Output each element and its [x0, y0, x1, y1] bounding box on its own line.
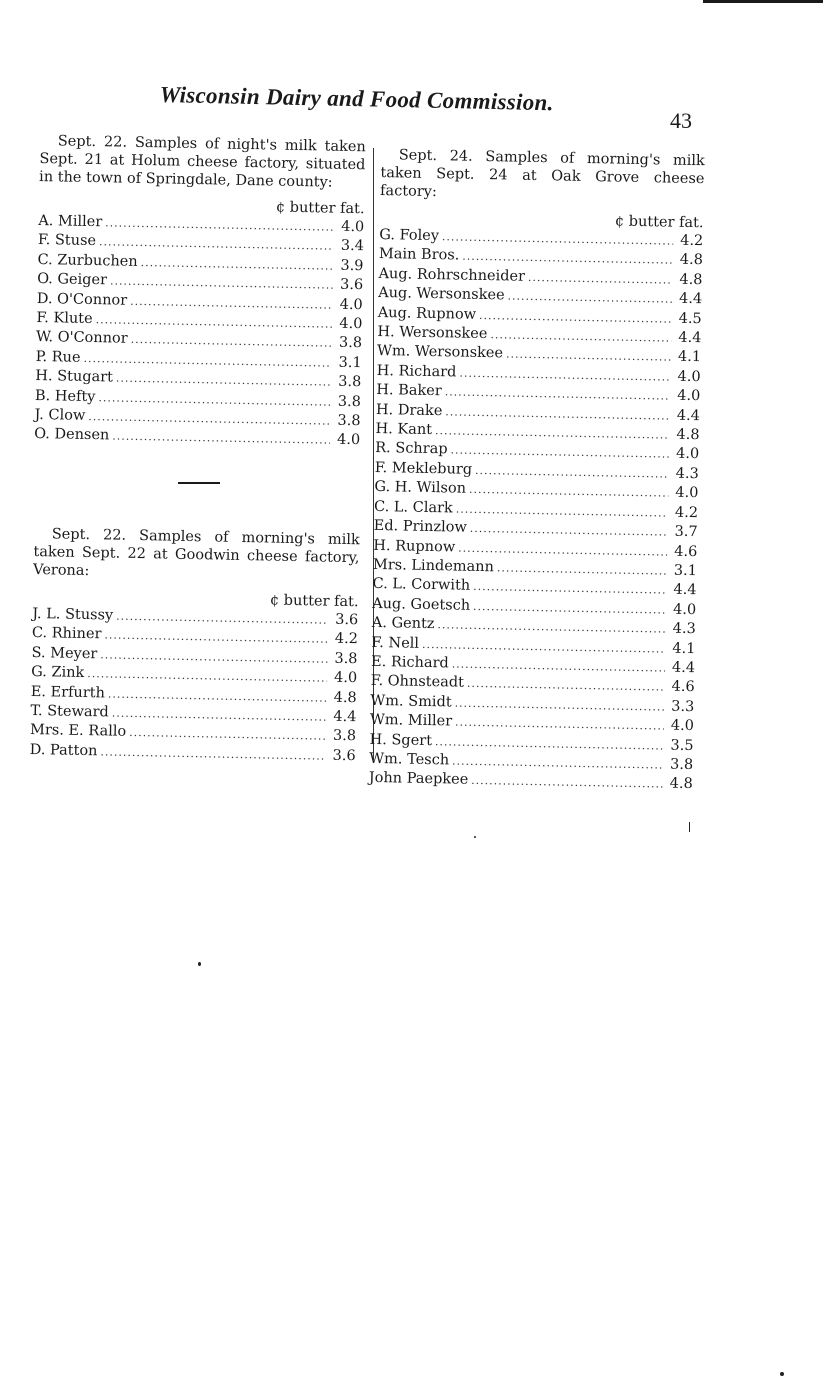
- patron-name: G. Zink: [31, 664, 85, 682]
- patron-name: O. Geiger: [37, 271, 108, 289]
- patron-name: J. Clow: [34, 407, 86, 424]
- patron-name: O. Densen: [34, 426, 110, 444]
- patron-name: C. L. Corwith: [372, 576, 471, 595]
- dot-leader: [506, 346, 671, 368]
- patron-name: F. Klute: [36, 309, 93, 328]
- butter-fat-value: 4.3: [672, 620, 696, 638]
- butter-fat-value: 3.8: [338, 374, 362, 391]
- butter-fat-value: 3.8: [334, 650, 358, 668]
- patron-name: B. Hefty: [34, 387, 96, 405]
- dot-leader: [479, 307, 672, 329]
- patron-name: G. Foley: [379, 226, 440, 245]
- patron-name: H. Richard: [376, 362, 457, 381]
- patron-name: H. Wersonskee: [377, 323, 488, 343]
- butter-fat-value: 3.6: [339, 277, 364, 294]
- patron-name: H. Stugart: [35, 368, 114, 386]
- butter-fat-value: 4.5: [678, 310, 702, 327]
- patron-name: C. Zurbuchen: [37, 251, 138, 270]
- dot-leader: [473, 598, 666, 620]
- patron-name: Aug. Goetsch: [372, 595, 471, 614]
- dot-leader: [129, 724, 326, 746]
- butter-fat-value: 3.8: [337, 412, 361, 430]
- top-edge-rule: [703, 0, 823, 3]
- butter-fat-column-heading: ¢ butter fat.: [275, 199, 365, 218]
- butter-fat-value: 3.5: [670, 737, 694, 754]
- butter-fat-value: 4.0: [677, 368, 701, 386]
- patron-name: D. Patton: [29, 741, 98, 760]
- butter-fat-value: 3.6: [332, 747, 356, 765]
- patron-name: W. O'Connor: [35, 329, 128, 348]
- patron-name: H. Rupnow: [373, 537, 456, 555]
- butter-fat-value: 4.2: [680, 232, 704, 250]
- dot-leader: [130, 331, 332, 353]
- butter-fat-value: 3.3: [671, 698, 695, 715]
- dot-leader: [140, 254, 333, 276]
- patron-name: F. Ohnsteadt: [370, 673, 465, 692]
- patron-name: Main Bros.: [378, 246, 460, 264]
- goodwin-factory-section: [29, 525, 359, 766]
- butter-fat-value: 4.0: [339, 315, 363, 333]
- print-speck: [198, 962, 201, 966]
- butter-fat-value: 4.6: [671, 679, 695, 696]
- patron-name: F. Stuse: [37, 232, 97, 250]
- dot-leader: [490, 326, 671, 348]
- patron-name: S. Meyer: [31, 644, 98, 663]
- dot-leader: [100, 743, 325, 766]
- butter-fat-column-heading: ¢ butter fat.: [614, 213, 704, 232]
- patron-name: Mrs. E. Rallo: [29, 722, 127, 741]
- butter-fat-value: 4.4: [671, 659, 696, 677]
- holum-factory-section: [34, 132, 366, 451]
- butter-fat-value: 3.8: [337, 393, 362, 410]
- butter-fat-value: 4.0: [670, 717, 695, 735]
- butter-fat-value: 3.1: [673, 562, 698, 580]
- patron-name: C. L. Clark: [373, 498, 453, 517]
- butter-fat-value: 4.8: [676, 426, 700, 444]
- running-title: Wisconsin Dairy and Food Commission.: [159, 82, 554, 116]
- dot-leader: [470, 520, 668, 542]
- section-intro: Sept. 24. Samples of morning's milk taken Sept. 24 at Oak Grove cheese factory:: [379, 147, 705, 201]
- dot-leader: [469, 481, 669, 503]
- patron-name: P. Rue: [35, 348, 81, 366]
- patron-name: E. Richard: [370, 653, 449, 672]
- dot-leader: [528, 269, 673, 290]
- patron-name: Aug. Wersonskee: [378, 285, 505, 304]
- patron-name: Mrs. Lindemann: [372, 556, 495, 576]
- dot-leader: [475, 462, 669, 484]
- patron-name: Ed. Prinzlow: [373, 518, 468, 536]
- butter-fat-value: 4.1: [672, 640, 696, 657]
- page-number: 43: [670, 108, 692, 133]
- dot-leader: [471, 772, 663, 794]
- sample-list: [369, 226, 704, 795]
- butter-fat-column-heading: ¢ butter fat.: [269, 592, 359, 611]
- patron-name: John Paepkee: [368, 770, 469, 789]
- butter-fat-value: 3.8: [332, 728, 357, 745]
- butter-fat-value: 4.4: [673, 582, 697, 599]
- butter-fat-value: 4.4: [676, 407, 701, 424]
- butter-fat-value: 4.1: [677, 349, 702, 366]
- patron-name: H. Drake: [375, 401, 443, 419]
- butter-fat-value: 3.1: [338, 354, 362, 372]
- patron-name: H. Baker: [376, 382, 442, 400]
- patron-name: Aug. Rupnow: [377, 304, 477, 323]
- patron-name: F. Mekleburg: [374, 459, 473, 478]
- butter-fat-value: 4.8: [679, 271, 703, 289]
- print-speck: [689, 822, 690, 832]
- patron-name: E. Erfurth: [30, 683, 106, 702]
- butter-fat-value: 4.0: [341, 218, 365, 236]
- oak-grove-factory-section: [369, 146, 705, 795]
- dot-leader: [112, 428, 330, 451]
- patron-name: T. Steward: [30, 702, 109, 721]
- dot-leader: [473, 578, 667, 600]
- patron-name: C. Rhiner: [31, 625, 102, 643]
- patron-name: H. Kant: [375, 421, 433, 439]
- patron-name: A. Miller: [38, 212, 103, 231]
- butter-fat-value: 4.0: [675, 446, 700, 463]
- sample-list: [29, 605, 358, 766]
- patron-name: Wm. Wersonskee: [376, 343, 504, 362]
- dot-leader: [497, 559, 667, 581]
- butter-fat-value: 4.0: [672, 601, 697, 618]
- butter-fat-value: 4.0: [339, 296, 363, 313]
- butter-fat-value: 4.4: [678, 329, 702, 347]
- dot-leader: [130, 292, 333, 314]
- patron-name: Wm. Tesch: [369, 750, 450, 769]
- patron-name: F. Nell: [371, 634, 420, 652]
- patron-name: G. H. Wilson: [374, 479, 467, 497]
- butter-fat-value: 4.8: [333, 689, 357, 706]
- section-divider: [178, 482, 220, 484]
- butter-fat-value: 4.4: [678, 290, 703, 308]
- butter-fat-value: 4.8: [669, 776, 693, 793]
- patron-name: D. O'Connor: [36, 290, 128, 309]
- butter-fat-value: 4.8: [679, 252, 704, 269]
- butter-fat-value: 3.4: [340, 238, 365, 255]
- butter-fat-value: 4.3: [675, 465, 699, 483]
- patron-name: Aug. Rohrschneider: [378, 265, 526, 285]
- section-intro: Sept. 22. Samples of night's milk taken Sept. 21 at Holum cheese factory, situated in the town of Springdale, Dane county:: [38, 133, 366, 191]
- print-speck: [780, 1372, 784, 1376]
- butter-fat-value: 4.0: [333, 670, 358, 687]
- butter-fat-value: 3.7: [674, 523, 698, 541]
- section-intro: Sept. 22. Samples of morning's milk taken Sept. 22 at Goodwin cheese factory, Verona:: [32, 526, 360, 580]
- patron-name: R. Schrap: [375, 440, 448, 458]
- patron-name: J. L. Stussy: [32, 605, 114, 624]
- butter-fat-value: 4.2: [674, 504, 699, 521]
- butter-fat-value: 3.9: [340, 257, 364, 275]
- patron-name: Wm. Miller: [369, 712, 453, 730]
- dot-leader: [467, 675, 665, 697]
- butter-fat-value: 3.8: [338, 335, 363, 352]
- butter-fat-value: 4.6: [674, 543, 698, 560]
- butter-fat-value: 4.2: [334, 631, 359, 648]
- butter-fat-value: 3.6: [335, 611, 359, 629]
- butter-fat-value: 4.0: [336, 432, 361, 449]
- butter-fat-value: 4.4: [333, 708, 357, 726]
- patron-name: A. Gentz: [371, 615, 435, 633]
- patron-name: Wm. Smidt: [370, 692, 452, 711]
- butter-fat-value: 4.0: [677, 387, 701, 405]
- butter-fat-value: 4.0: [675, 484, 699, 502]
- dot-leader: [507, 288, 672, 310]
- print-speck: [474, 836, 476, 838]
- patron-name: H. Sgert: [369, 731, 433, 749]
- sample-list: [34, 212, 364, 451]
- butter-fat-value: 3.8: [669, 756, 694, 774]
